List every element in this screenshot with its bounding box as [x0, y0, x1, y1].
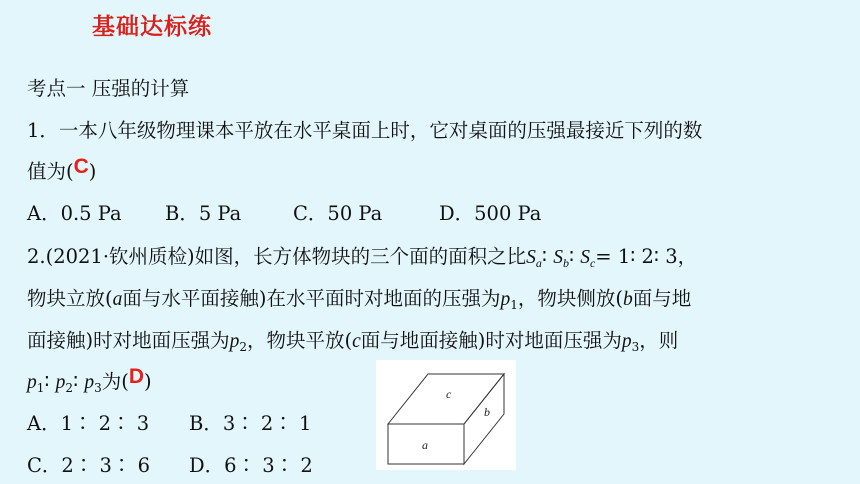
q1-option-d: D．500 Pa	[439, 202, 542, 225]
face-label-b: b	[484, 405, 490, 419]
q1-option-b: B．5 Pa	[165, 202, 242, 225]
q1-answer: C	[73, 155, 89, 178]
q2-stem-line4: $p_1∶$ $p_2∶$ $p_3$为(D)	[27, 365, 152, 395]
section-heading: 考点一 压强的计算	[27, 77, 190, 100]
face-label-a: a	[422, 438, 428, 452]
q2-stem-line3: 面接触)时对地面压强为$p_2$，物块平放(c面与地面接触)时对地面压强为$p_3$，则	[27, 329, 679, 354]
q2-stem-line2: 物块立放(a面与水平面接触)在水平面时对地面的压强为$p_1$，物块侧放(b面与地	[27, 287, 692, 312]
q2-option-d: D．6∶ 3∶ 2	[189, 454, 313, 477]
q2-option-c: C．2∶ 3∶ 6	[27, 454, 151, 477]
q2-option-a: A．1∶ 2∶ 3	[27, 412, 150, 435]
q1-option-a: A．0.5 Pa	[27, 202, 122, 225]
q2-options-row1	[27, 411, 311, 437]
q2-answer: D	[128, 365, 145, 388]
q2-stem-line1: 2.(2021·钦州质检)如图，长方体物块的三个面的面积之比$S_a∶$ $S_b∶$ $S_c=$ 1∶ 2∶ 3，	[27, 245, 698, 270]
q1-option-c: C．50 Pa	[293, 202, 383, 225]
q1-stem-line2: 值为(C)	[27, 155, 97, 183]
cuboid-figure	[376, 360, 516, 470]
q2-options-row2	[27, 453, 313, 479]
q1-options	[27, 201, 541, 227]
q2-option-b: B．3∶ 2∶ 1	[189, 412, 312, 435]
q1-stem-line1: 1．一本八年级物理课本平放在水平桌面上时，它对桌面的压强最接近下列的数	[27, 119, 703, 142]
face-label-c: c	[446, 387, 452, 401]
page-title: 基础达标练	[92, 14, 212, 40]
